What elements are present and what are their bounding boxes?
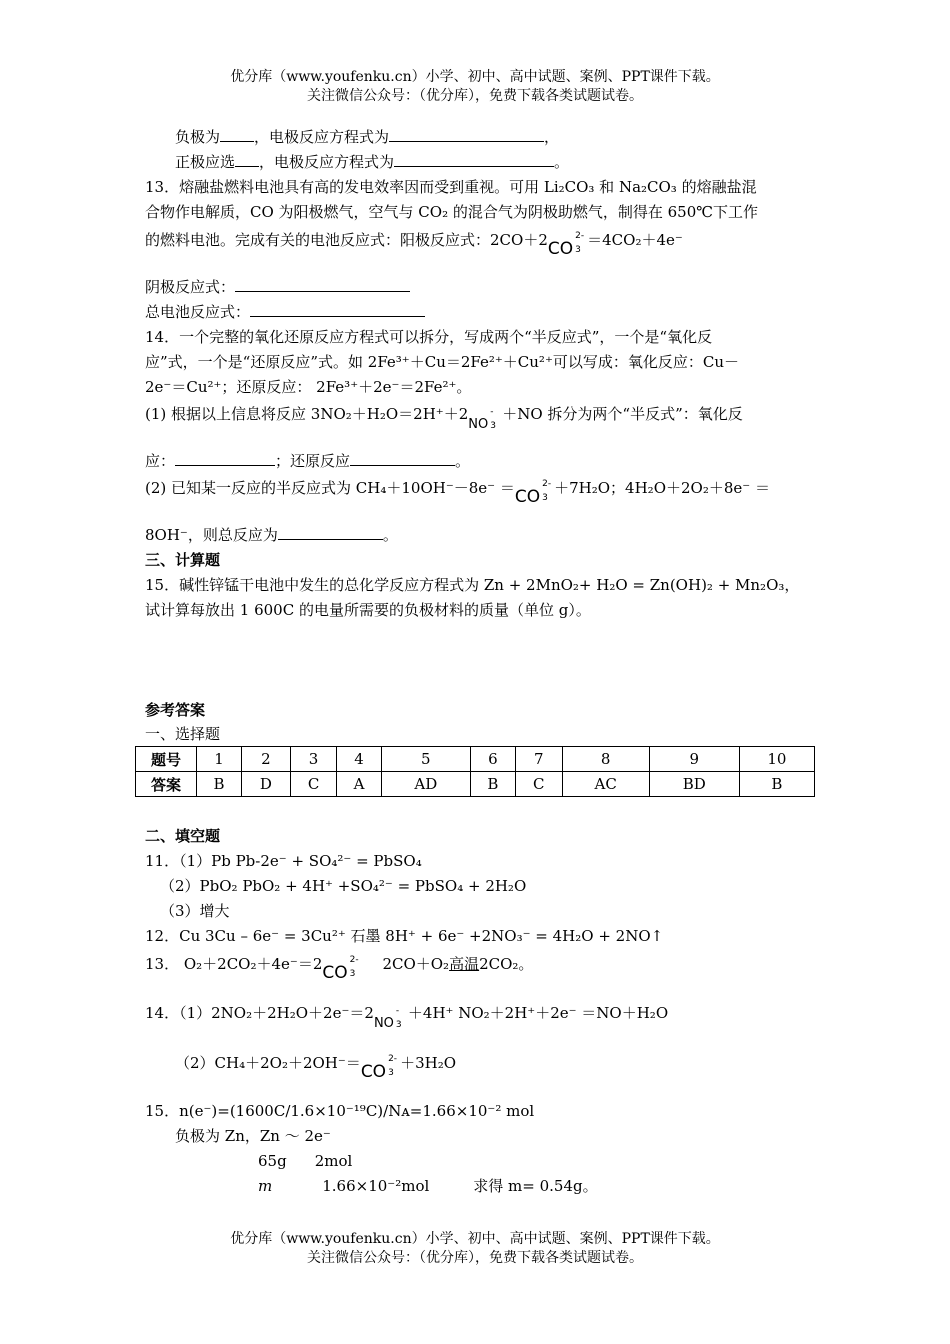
table-cell: A bbox=[337, 772, 381, 797]
carbonate-ion: CO 2- 3 bbox=[360, 1054, 398, 1082]
q14-part2-answer-line: 8OH⁻，则总反应为 。 bbox=[145, 526, 398, 544]
table-header-cell: 题号 bbox=[136, 747, 197, 772]
table-cell: 2 bbox=[241, 747, 290, 772]
q13-cathode-line: 阴极反应式： bbox=[145, 277, 410, 297]
table-cell: 8 bbox=[562, 747, 649, 772]
carbonate-ion: CO 2- 3 bbox=[547, 231, 585, 259]
fill-section-title: 二、填空题 bbox=[145, 827, 221, 845]
q14-part2-line: (2) 已知某一反应的半反应式为 CH₄＋10OH⁻－8e⁻ ＝CO 2- 3 ＋7H₂O；4H₂O＋2O₂＋8e⁻ ＝ bbox=[145, 479, 770, 507]
answer-15-2: 负极为 Zn，Zn ～ 2e⁻ bbox=[175, 1127, 331, 1145]
table-cell: 4 bbox=[337, 747, 381, 772]
table-cell: 7 bbox=[515, 747, 562, 772]
nitrate-ion: NO - 3 bbox=[373, 1006, 402, 1031]
answer-14-1: 14．（1）2NO₂＋2H₂O＋2e⁻＝2NO - 3 ＋4H⁺ NO₂＋2H⁺＋2e⁻ ＝NO＋H₂O bbox=[145, 1003, 668, 1034]
header-line-1: 优分库（www.youfenku.cn）小学、初中、高中试题、案例、PPT课件下载。 bbox=[230, 69, 720, 85]
q13-line-1: 13．熔融盐燃料电池具有高的发电效率因而受到重视。可用 Li₂CO₃ 和 Na₂CO₃ 的熔融盐混 bbox=[145, 178, 757, 196]
q14-line-2: 应”式，一个是“还原反应”式。如 2Fe³⁺＋Cu＝2Fe²⁺＋Cu²⁺可以写成：氧化反应：Cu－ bbox=[145, 353, 739, 371]
answers-title: 参考答案 bbox=[145, 701, 206, 719]
answer-14-2: （2）CH₄＋2O₂＋2OH⁻＝CO 2- 3 ＋3H₂O bbox=[175, 1054, 457, 1082]
choice-section-title: 一、选择题 bbox=[145, 725, 221, 743]
answer-15-1: 15．n(e⁻)=(1600C/1.6×10⁻¹⁹C)/Nᴀ=1.66×10⁻² mol bbox=[145, 1102, 535, 1120]
q13-line-2: 合物作电解质，CO 为阳极燃气，空气与 CO₂ 的混合气为阴极助燃气，制得在 650℃下工作 bbox=[145, 203, 759, 221]
footer-line-1: 优分库（www.youfenku.cn）小学、初中、高中试题、案例、PPT课件下载。 bbox=[230, 1231, 720, 1247]
table-cell: 6 bbox=[470, 747, 515, 772]
reaction-condition: 高温 bbox=[449, 955, 480, 973]
footer-line-2: 关注微信公众号：（优分库），免费下载各类试题试卷。 bbox=[307, 1250, 643, 1266]
table-row bbox=[136, 747, 815, 772]
nitrate-ion: NO - 3 bbox=[468, 407, 496, 432]
table-cell: D bbox=[241, 772, 290, 797]
table-cell: AD bbox=[381, 772, 470, 797]
answer-15-4: m 1.66×10⁻²mol 求得 m= 0.54g。 bbox=[258, 1177, 598, 1195]
table-header-cell: 答案 bbox=[136, 772, 197, 797]
answer-blank bbox=[235, 152, 259, 167]
table-cell: BD bbox=[649, 772, 739, 797]
answer-11-1: 11．（1）Pb Pb-2e⁻ + SO₄²⁻ = PbSO₄ bbox=[145, 852, 422, 870]
table-row bbox=[136, 772, 815, 797]
q15-line-2: 试计算每放出 1 600C 的电量所需要的负极材料的质量（单位 g）。 bbox=[145, 601, 591, 619]
table-cell: AC bbox=[562, 772, 649, 797]
carbonate-ion: CO 2- 3 bbox=[322, 955, 359, 983]
answer-11-2: （2）PbO₂ PbO₂ + 4H⁺ +SO₄²⁻ = PbSO₄ + 2H₂O bbox=[160, 877, 527, 895]
carbonate-ion: CO 2- 3 bbox=[514, 479, 552, 507]
q13-line-3: 的燃料电池。完成有关的电池反应式：阳极反应式：2CO＋2CO 2- 3 ＝4CO₂＋4e⁻ bbox=[145, 231, 683, 259]
q14-line-3: 2e⁻＝Cu²⁺；还原反应： 2Fe³⁺＋2e⁻＝2Fe²⁺。 bbox=[145, 378, 472, 396]
table-cell: C bbox=[290, 772, 337, 797]
table-cell: 5 bbox=[381, 747, 470, 772]
q12-positive-line: 正极应选 ，电极反应方程式为 。 bbox=[175, 153, 570, 171]
answer-blank bbox=[394, 152, 554, 167]
table-cell: 10 bbox=[739, 747, 814, 772]
table-cell: 1 bbox=[197, 747, 242, 772]
answer-blank bbox=[175, 451, 275, 466]
table-cell: B bbox=[739, 772, 814, 797]
q12-negative-line: 负极为 ，电极反应方程式为 ， bbox=[175, 128, 560, 146]
q15-line-1: 15．碱性锌锰干电池中发生的总化学反应方程式为 Zn + 2MnO₂+ H₂O = Zn(OH)₂ + Mn₂O₃， bbox=[145, 576, 800, 594]
answer-12: 12．Cu 3Cu – 6e⁻ = 3Cu²⁺ 石墨 8H⁺ + 6e⁻ +2NO₃⁻ = 4H₂O + 2NO↑ bbox=[145, 927, 664, 945]
answer-table bbox=[135, 746, 815, 797]
answer-blank bbox=[389, 127, 544, 142]
answer-blank bbox=[220, 127, 254, 142]
q14-line-1: 14．一个完整的氧化还原反应方程式可以拆分，写成两个“半反应式”，一个是“氧化反 bbox=[145, 328, 713, 346]
q14-part1-line: (1) 根据以上信息将反应 3NO₂＋H₂O＝2H⁺＋2NO - 3 ＋NO 拆分为两个“半反式”：氧化反 bbox=[145, 404, 743, 435]
table-cell: B bbox=[470, 772, 515, 797]
header-line-2: 关注微信公众号：（优分库），免费下载各类试题试卷。 bbox=[307, 88, 643, 104]
table-cell: C bbox=[515, 772, 562, 797]
answer-blank bbox=[278, 525, 383, 540]
answer-13: 13． O₂＋2CO₂＋4e⁻＝2CO 2- 3 2CO＋O₂高温2CO₂。 bbox=[145, 955, 534, 983]
answer-11-3: （3）增大 bbox=[160, 902, 230, 920]
table-cell: 9 bbox=[649, 747, 739, 772]
q13-total-line: 总电池反应式： bbox=[145, 302, 425, 322]
answer-15-3: 65g 2mol bbox=[258, 1152, 353, 1170]
table-cell: 3 bbox=[290, 747, 337, 772]
answer-blank bbox=[350, 451, 455, 466]
answer-blank bbox=[250, 302, 425, 317]
q14-part1-answer-line: 应： ；还原反应 。 bbox=[145, 452, 471, 470]
table-cell: B bbox=[197, 772, 242, 797]
section-3-title: 三、计算题 bbox=[145, 551, 221, 569]
answer-blank bbox=[235, 277, 410, 292]
